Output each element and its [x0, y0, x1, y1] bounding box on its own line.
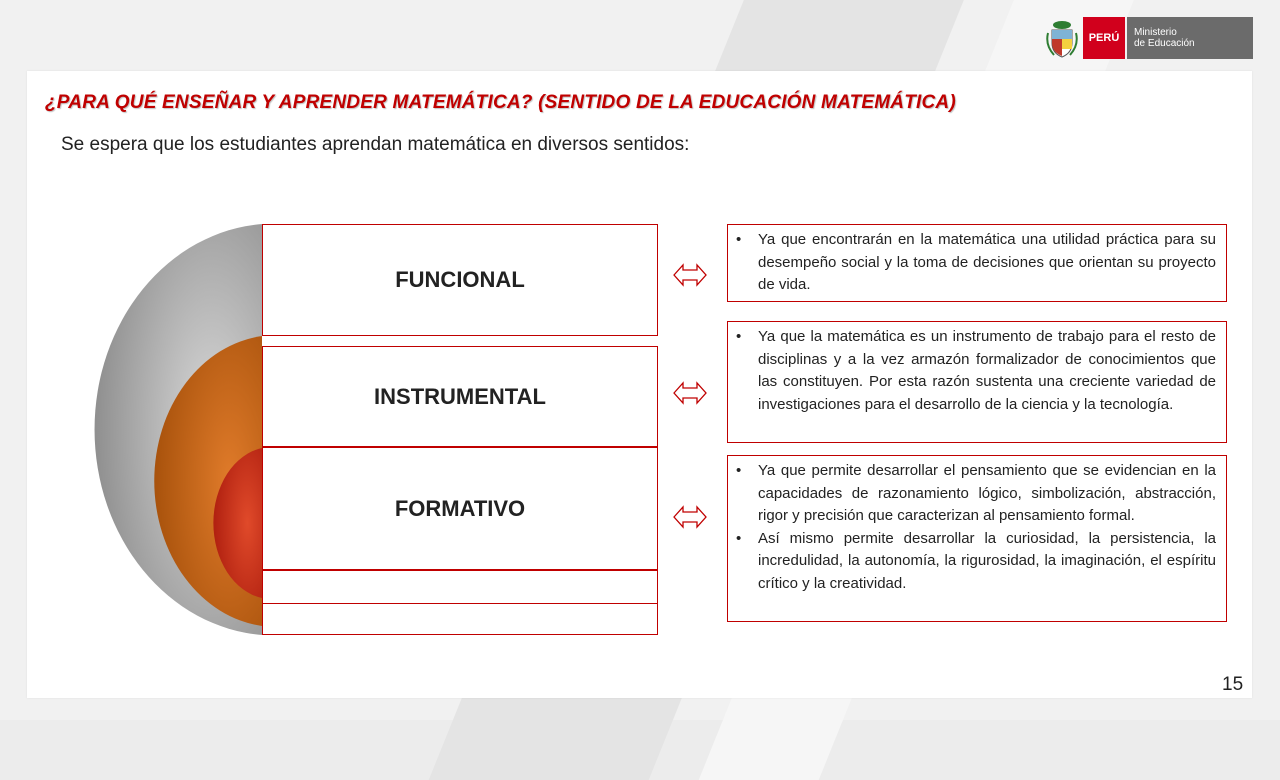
page-number: 15 [1222, 674, 1244, 695]
description-bullet: • Ya que permite desarrollar el pensamiento que se evidencian en la capacidades de razonamiento lógico, simbolización, abstracción, rigor y precisión que caracterizan al pensamiento formal. [758, 460, 1216, 528]
slide-title: ¿PARA QUÉ ENSEÑAR Y APRENDER MATEMÁTICA? (SENTIDO DE LA EDUCACIÓN MATEMÁTICA) [45, 92, 956, 113]
concentric-circles-diagram [80, 222, 280, 642]
ministry-logo [1045, 17, 1253, 59]
sense-label-formativo [262, 447, 658, 570]
description-instrumental [727, 321, 1227, 443]
double-arrow-icon [673, 263, 707, 287]
sense-label-text: FORMATIVO [394, 495, 526, 521]
sense-label-instrumental [262, 346, 658, 447]
coat-of-arms-icon [1045, 17, 1079, 59]
spacer-box [262, 570, 658, 604]
description-bullet: • Ya que la matemática es un instrumento de trabajo para el resto de disciplinas y a la vez armazón formalizador de conocimientos que las constituyen. Por esta razón sustenta una creciente variedad de investigaciones para el desarrollo de la ciencia y la tecnología. [758, 326, 1216, 416]
description-formativo [727, 455, 1227, 622]
spacer-box [262, 603, 658, 635]
sense-label-funcional [262, 224, 658, 336]
description-bullet: • Así mismo permite desarrollar la curiosidad, la persistencia, la incredulidad, la autonomía, la rigurosidad, la imaginación, el espíritu crítico y la creatividad. [758, 528, 1216, 596]
ministry-label [1127, 17, 1253, 59]
sense-label-text: INSTRUMENTAL [374, 383, 546, 409]
description-bullet: • Ya que encontrarán en la matemática una utilidad práctica para su desempeño social y la toma de decisiones que orientan su proyecto de vida. [758, 229, 1216, 297]
slide-subtitle: Se espera que los estudiantes aprendan matemática en diversos sentidos: [61, 134, 690, 155]
ministry-line-2: de Educación [1134, 38, 1195, 49]
ministry-line-1: Ministerio [1134, 27, 1177, 38]
double-arrow-icon [673, 381, 707, 405]
peru-label: PERÚ [1083, 17, 1125, 59]
sense-label-text: FUNCIONAL [395, 267, 525, 292]
description-funcional [727, 224, 1227, 302]
double-arrow-icon [673, 505, 707, 529]
